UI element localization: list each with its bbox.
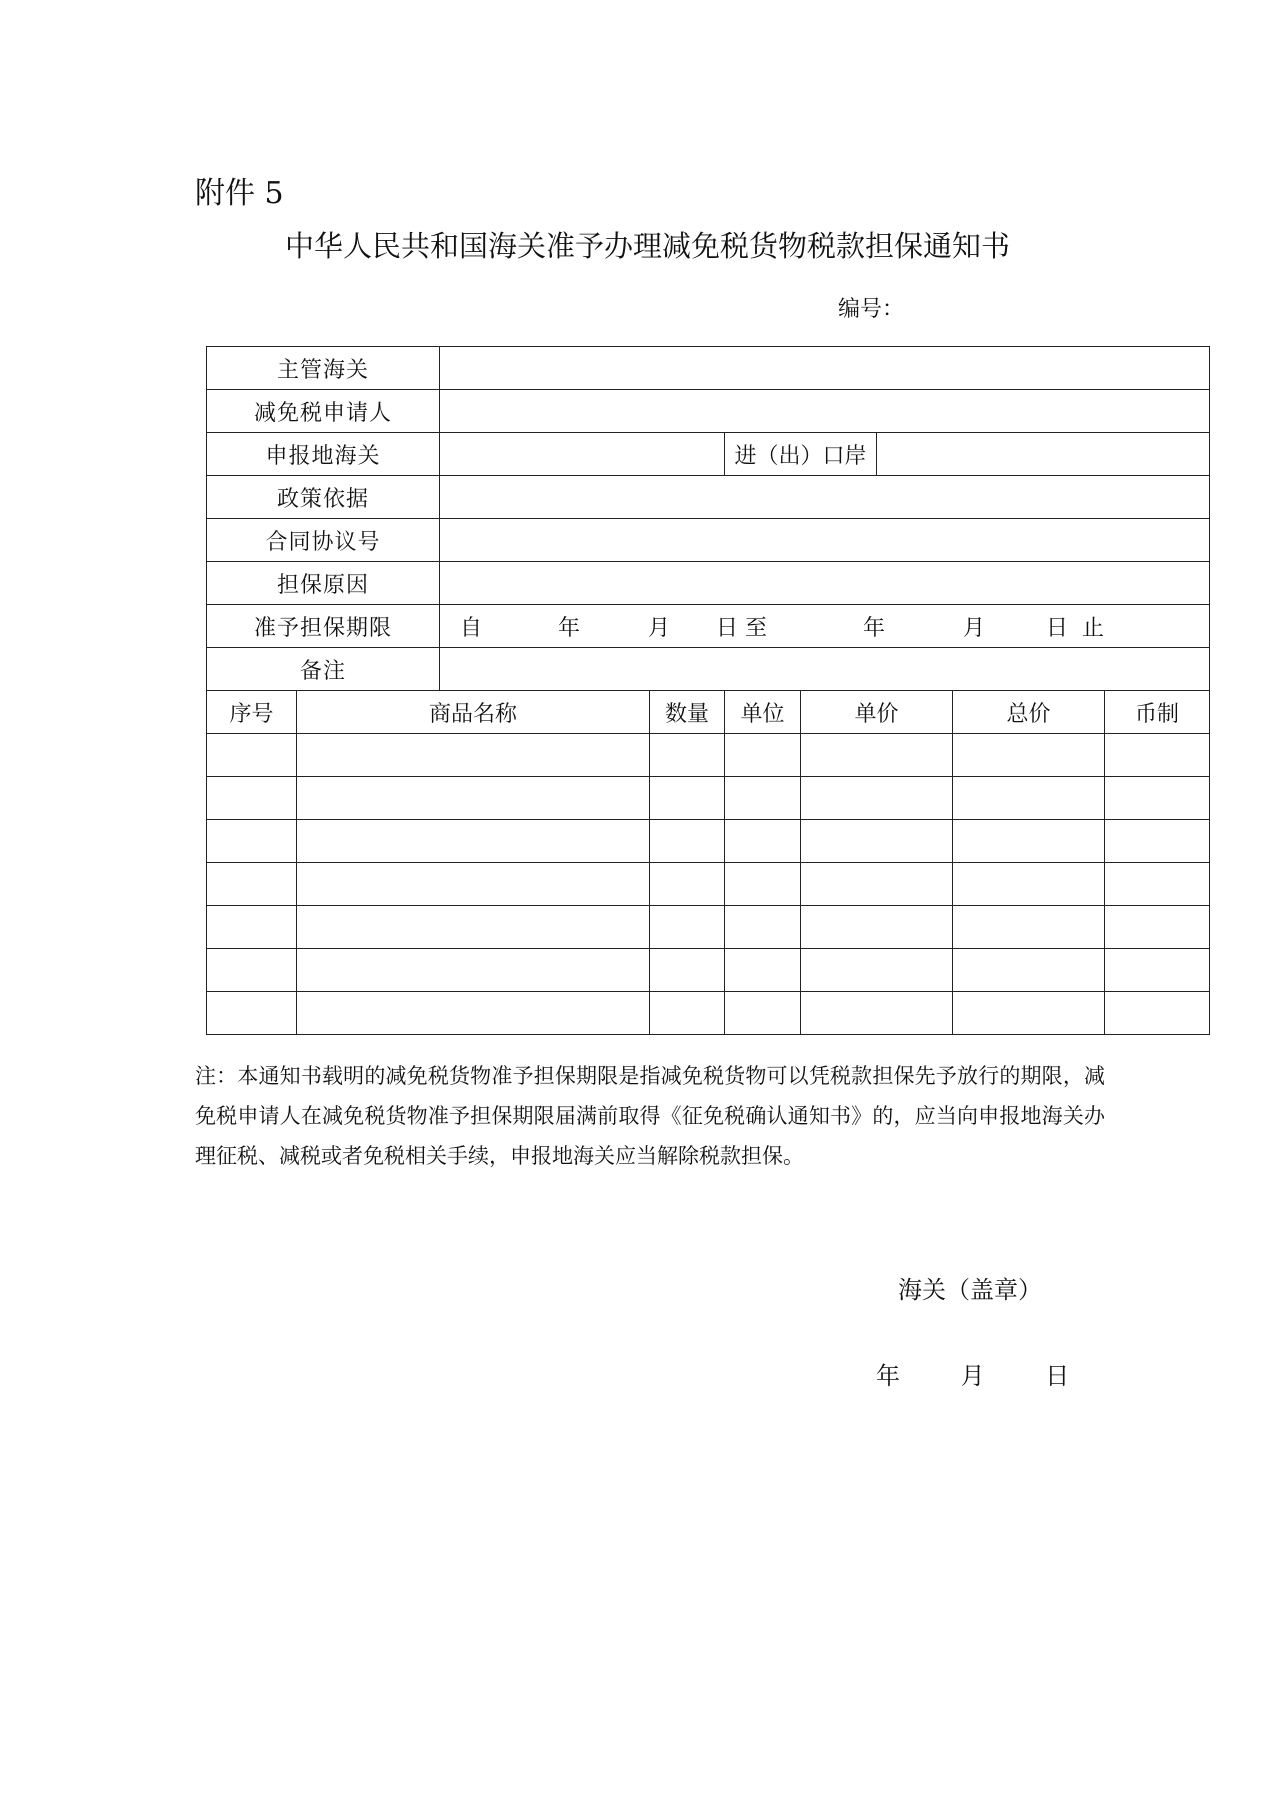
table-row	[207, 734, 1210, 777]
cell-unit-price[interactable]	[801, 820, 953, 863]
cell-unit[interactable]	[725, 949, 801, 992]
cell-seq[interactable]	[207, 992, 297, 1035]
row-remarks	[207, 648, 1210, 691]
goods-rows	[207, 734, 1210, 1035]
footnote: 注：本通知书载明的减免税货物准予担保期限是指减免税货物可以凭税款担保先予放行的期限，减免税申请人在减免税货物准予担保期限届满前取得《征免税确认通知书》的，应当向申报地海关办理征税、减税或者免税相关手续，申报地海关应当解除税款担保。	[195, 1064, 1105, 1168]
table-row	[207, 906, 1210, 949]
cell-total-price[interactable]	[953, 992, 1105, 1035]
serial-number-label: 编号：	[838, 297, 905, 322]
cell-goods-name[interactable]	[297, 820, 650, 863]
port-label: 进（出）口岸	[725, 433, 877, 476]
guarantee-reason-label: 担保原因	[207, 562, 440, 605]
applicant-field[interactable]	[440, 390, 1210, 433]
cell-quantity[interactable]	[650, 906, 725, 949]
customs-stamp-label: 海关（盖章）	[898, 1276, 1042, 1304]
cell-unit-price[interactable]	[801, 734, 953, 777]
declaring-customs-label: 申报地海关	[207, 433, 440, 476]
row-declaring-customs	[207, 433, 1210, 476]
goods-header-row	[207, 691, 1210, 734]
signature-date	[876, 1356, 1069, 1391]
date-day: 日	[1045, 1362, 1070, 1390]
cell-currency[interactable]	[1105, 863, 1210, 906]
row-policy-basis	[207, 476, 1210, 519]
row-contract-no	[207, 519, 1210, 562]
cell-unit[interactable]	[725, 777, 801, 820]
period-year-1: 年	[558, 615, 581, 641]
cell-quantity[interactable]	[650, 734, 725, 777]
cell-unit[interactable]	[725, 863, 801, 906]
cell-total-price[interactable]	[953, 949, 1105, 992]
row-guarantee-period	[207, 605, 1210, 648]
policy-basis-label: 政策依据	[207, 476, 440, 519]
row-applicant	[207, 390, 1210, 433]
header-unit-price: 单价	[801, 691, 953, 734]
cell-total-price[interactable]	[953, 863, 1105, 906]
period-day-to: 日 至	[716, 615, 768, 641]
cell-total-price[interactable]	[953, 906, 1105, 949]
cell-total-price[interactable]	[953, 734, 1105, 777]
guarantee-form	[206, 346, 1180, 1046]
period-line	[440, 611, 1209, 642]
competent-customs-field[interactable]	[440, 347, 1210, 390]
cell-seq[interactable]	[207, 734, 297, 777]
header-quantity: 数量	[650, 691, 725, 734]
cell-currency[interactable]	[1105, 777, 1210, 820]
header-total-price: 总价	[953, 691, 1105, 734]
guarantee-period-label: 准予担保期限	[207, 605, 440, 648]
cell-goods-name[interactable]	[297, 777, 650, 820]
cell-unit-price[interactable]	[801, 906, 953, 949]
cell-unit-price[interactable]	[801, 777, 953, 820]
cell-unit[interactable]	[725, 906, 801, 949]
cell-quantity[interactable]	[650, 820, 725, 863]
cell-total-price[interactable]	[953, 820, 1105, 863]
row-guarantee-reason	[207, 562, 1210, 605]
cell-seq[interactable]	[207, 863, 297, 906]
declaring-customs-field[interactable]	[440, 433, 725, 476]
header-currency: 币制	[1105, 691, 1210, 734]
cell-quantity[interactable]	[650, 949, 725, 992]
cell-quantity[interactable]	[650, 777, 725, 820]
cell-total-price[interactable]	[953, 777, 1105, 820]
table-row	[207, 863, 1210, 906]
cell-seq[interactable]	[207, 949, 297, 992]
attachment-number: 附件 5	[195, 176, 284, 211]
cell-quantity[interactable]	[650, 863, 725, 906]
form-table	[206, 346, 1210, 1035]
table-row	[207, 777, 1210, 820]
table-row	[207, 949, 1210, 992]
period-month-1: 月	[648, 615, 671, 641]
row-competent-customs	[207, 347, 1210, 390]
remarks-field[interactable]	[440, 648, 1210, 691]
table-row	[207, 820, 1210, 863]
cell-seq[interactable]	[207, 820, 297, 863]
cell-goods-name[interactable]	[297, 992, 650, 1035]
port-field[interactable]	[877, 433, 1210, 476]
contract-no-field[interactable]	[440, 519, 1210, 562]
guarantee-reason-field[interactable]	[440, 562, 1210, 605]
contract-no-label: 合同协议号	[207, 519, 440, 562]
date-year: 年	[876, 1362, 900, 1390]
header-seq: 序号	[207, 691, 297, 734]
policy-basis-field[interactable]	[440, 476, 1210, 519]
cell-currency[interactable]	[1105, 992, 1210, 1035]
guarantee-period-field[interactable]	[440, 605, 1210, 648]
cell-goods-name[interactable]	[297, 863, 650, 906]
date-month: 月	[960, 1362, 985, 1390]
cell-goods-name[interactable]	[297, 949, 650, 992]
competent-customs-label: 主管海关	[207, 347, 440, 390]
remarks-label: 备注	[207, 648, 440, 691]
cell-currency[interactable]	[1105, 949, 1210, 992]
header-goods-name: 商品名称	[297, 691, 650, 734]
header-unit: 单位	[725, 691, 801, 734]
period-from: 自	[460, 615, 483, 641]
table-row	[207, 992, 1210, 1035]
cell-unit[interactable]	[725, 820, 801, 863]
cell-unit[interactable]	[725, 734, 801, 777]
cell-currency[interactable]	[1105, 734, 1210, 777]
document-title: 中华人民共和国海关准予办理减免税货物税款担保通知书	[284, 229, 1010, 263]
cell-unit-price[interactable]	[801, 949, 953, 992]
cell-quantity[interactable]	[650, 992, 725, 1035]
cell-goods-name[interactable]	[297, 734, 650, 777]
cell-currency[interactable]	[1105, 906, 1210, 949]
period-month-2: 月	[963, 615, 986, 641]
cell-unit[interactable]	[725, 992, 801, 1035]
applicant-label: 减免税申请人	[207, 390, 440, 433]
cell-unit-price[interactable]	[801, 992, 953, 1035]
period-day-end: 日 止	[1046, 615, 1105, 641]
cell-currency[interactable]	[1105, 820, 1210, 863]
cell-unit-price[interactable]	[801, 863, 953, 906]
period-year-2: 年	[863, 615, 886, 641]
cell-seq[interactable]	[207, 777, 297, 820]
cell-seq[interactable]	[207, 906, 297, 949]
cell-goods-name[interactable]	[297, 906, 650, 949]
